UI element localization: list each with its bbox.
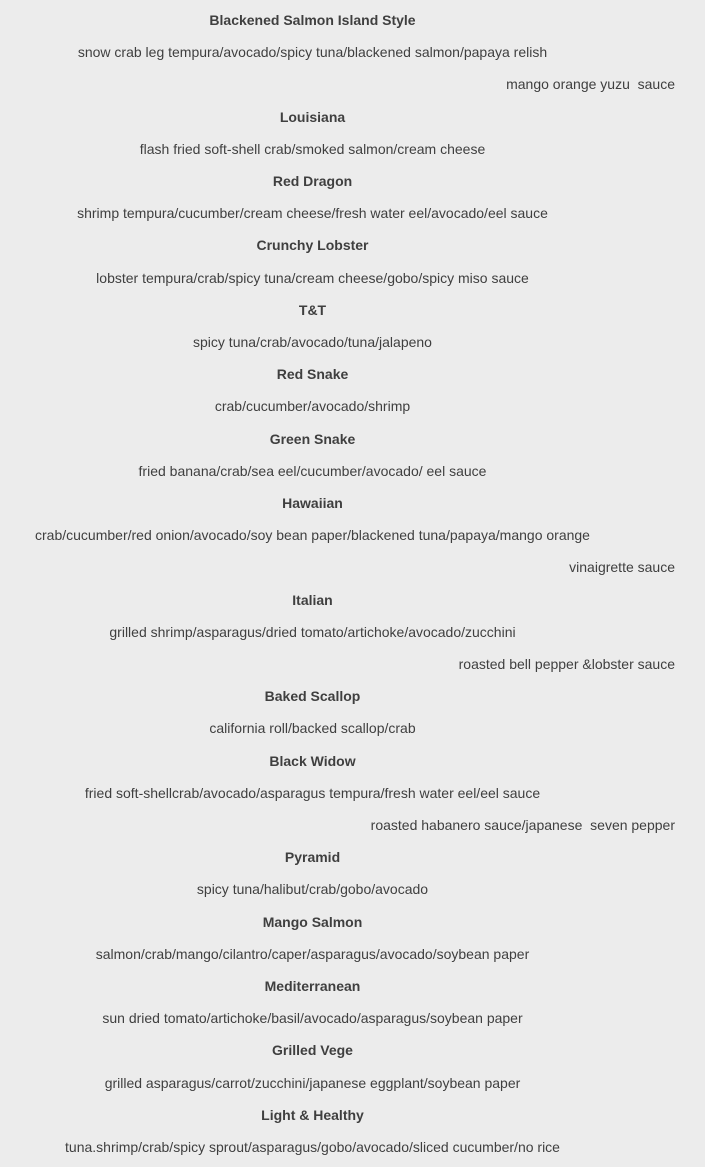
roll-ingredients: shrimp tempura/cucumber/cream cheese/fresh water eel/avocado/eel sauce (77, 205, 548, 222)
roll-ingredients: sun dried tomato/artichoke/basil/avocado/asparagus/soybean paper (102, 1010, 523, 1027)
roll-name: Hawaiian (282, 495, 343, 511)
roll-ingredients: california roll/backed scallop/crab (209, 720, 416, 737)
roll-name: Louisiana (279, 108, 346, 125)
roll-ingredients: spicy tuna/crab/avocado/tuna/jalapeno (193, 334, 432, 350)
roll-ingredients: fried banana/crab/sea eel/cucumber/avocado/ eel sauce (138, 462, 487, 479)
roll-ingredients: crab/cucumber/avocado/shrimp (214, 398, 411, 415)
roll-sauce: vinaigrette sauce (569, 559, 675, 576)
roll-name: Red Snake (276, 366, 349, 383)
roll-name: Mango Salmon (262, 913, 363, 930)
roll-name: Light & Healthy (261, 1106, 364, 1123)
roll-name: Blackened Salmon Island Style (209, 12, 416, 28)
roll-name: Red Dragon (272, 173, 353, 189)
roll-ingredients: snow crab leg tempura/avocado/spicy tuna/blackened salmon/papaya relish (77, 44, 548, 61)
roll-ingredients: flash fried soft-shell crab/smoked salmon/cream cheese (139, 140, 486, 157)
roll-name: Italian (292, 591, 333, 608)
roll-sauce: roasted bell pepper &lobster sauce (458, 656, 675, 672)
roll-name: Baked Scallop (264, 688, 361, 705)
roll-name: T&T (298, 301, 327, 318)
roll-name: Grilled Vege (272, 1042, 353, 1059)
roll-ingredients: grilled shrimp/asparagus/dried tomato/artichoke/avocado/zucchini (109, 623, 516, 640)
roll-ingredients: salmon/crab/mango/cilantro/caper/asparagus/avocado/soybean paper (95, 945, 530, 962)
roll-name: Green Snake (269, 430, 356, 447)
roll-ingredients: grilled asparagus/carrot/zucchini/japanese eggplant/soybean paper (104, 1074, 521, 1091)
roll-sauce: mango orange yuzu sauce (506, 76, 675, 93)
roll-ingredients: fried soft-shellcrab/avocado/asparagus tempura/fresh water eel/eel sauce (84, 784, 541, 801)
roll-name: Pyramid (284, 849, 341, 866)
roll-ingredients: lobster tempura/crab/spicy tuna/cream cheese/gobo/spicy miso sauce (96, 269, 529, 286)
roll-ingredients: spicy tuna/halibut/crab/gobo/avocado (196, 881, 429, 898)
roll-ingredients: tuna.shrimp/crab/spicy sprout/asparagus/gobo/avocado/sliced cucumber/no rice (65, 1139, 560, 1155)
roll-ingredients: crab/cucumber/red onion/avocado/soy bean paper/blackened tuna/papaya/mango orange (35, 527, 590, 544)
roll-name: Mediterranean (264, 978, 361, 994)
roll-sauce: roasted habanero sauce/japanese seven pepper (370, 817, 675, 833)
roll-name: Black Widow (269, 752, 356, 769)
roll-name: Crunchy Lobster (256, 237, 369, 254)
